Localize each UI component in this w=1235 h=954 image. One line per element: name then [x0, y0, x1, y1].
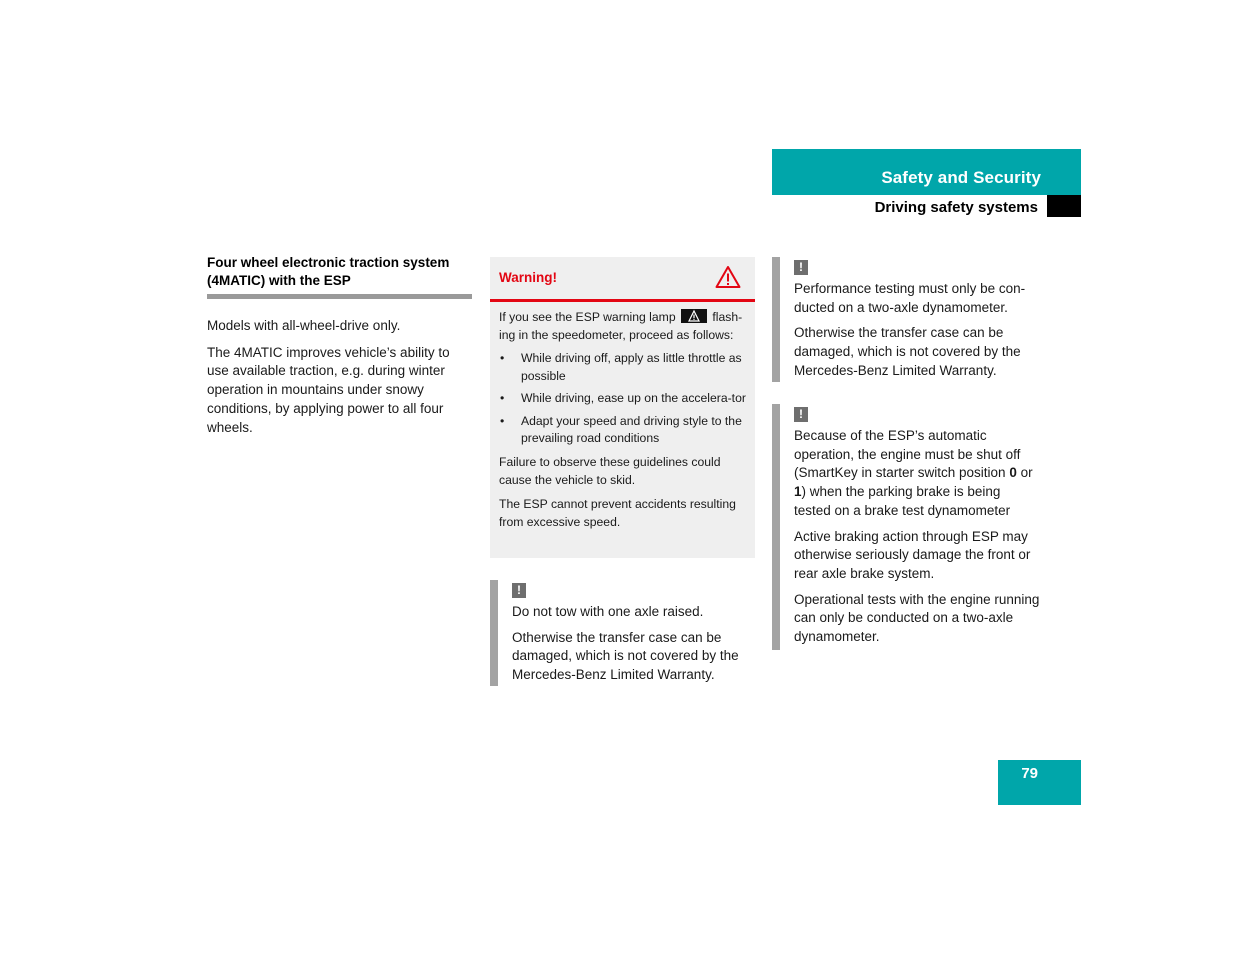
- list-item-text: While driving off, apply as little throttle as possible: [521, 351, 742, 383]
- warning-body: [490, 302, 755, 531]
- esp-warning-lamp-icon: [681, 309, 707, 323]
- note-text: or: [1016, 465, 1033, 481]
- exclamation-icon: !: [512, 583, 526, 598]
- section-subtitle: Driving safety systems: [874, 199, 1038, 216]
- list-item: [499, 350, 746, 385]
- switch-position-0: 0: [1009, 465, 1017, 481]
- exclamation-icon: !: [794, 260, 808, 275]
- chapter-header-band: [772, 149, 1081, 195]
- bullet-dot: •: [500, 391, 505, 405]
- switch-position-1: 1: [794, 484, 802, 500]
- caution-note: [772, 404, 1040, 650]
- note-paragraph: Otherwise the transfer case can be damaged, which is not covered by the Mercedes-Benz Limited Warranty.: [512, 629, 739, 683]
- page-number: 79: [1021, 765, 1038, 782]
- warning-bullet-list: [499, 350, 746, 448]
- note-paragraph: Active braking action through ESP may otherwise seriously damage the front or rear axle brake system.: [794, 528, 1031, 581]
- caution-note: [490, 580, 757, 686]
- body-paragraph: The 4MATIC improves vehicle’s ability to use available traction, e.g. during winter operation in mountains under snowy conditions, by applying power to all four wheels.: [207, 344, 450, 435]
- subtitle-marker-block: [1047, 195, 1081, 217]
- warning-intro-text-cont: flash-ing in the speedometer, proceed as follows:: [499, 310, 743, 342]
- note-text: Because of the ESP’s automatic operation, the engine must be shut off (SmartKey in starter switch position: [794, 428, 1021, 481]
- body-paragraph: Models with all-wheel-drive only.: [207, 318, 401, 333]
- bullet-dot: •: [500, 413, 505, 428]
- warning-paragraph: The ESP cannot prevent accidents resulting from excessive speed.: [499, 496, 736, 529]
- note-paragraph: Performance testing must only be con-ducted on a two-axle dynamometer.: [794, 281, 1026, 315]
- warning-header: [490, 257, 755, 302]
- bullet-dot: •: [500, 351, 505, 365]
- note-text: ) when the parking brake is being tested on a brake test dynamometer: [794, 484, 1011, 518]
- warning-triangle-icon: [715, 265, 741, 289]
- warning-paragraph: Failure to observe these guidelines could cause the vehicle to skid.: [499, 454, 721, 487]
- warning-intro-text: If you see the ESP warning lamp: [499, 310, 676, 324]
- list-item: [499, 390, 746, 408]
- warning-intro: [499, 308, 746, 344]
- note-paragraph: Operational tests with the engine running can only be conducted on a two-axle dynamometer.: [794, 591, 1040, 645]
- note-paragraph: Otherwise the transfer case can be damaged, which is not covered by the Mercedes-Benz Limited Warranty.: [794, 325, 1021, 378]
- section-heading: Four wheel electronic traction system (4MATIC) with the ESP: [207, 254, 472, 299]
- exclamation-icon: !: [794, 407, 808, 422]
- caution-note: [772, 257, 1040, 382]
- chapter-title: Safety and Security: [881, 168, 1041, 187]
- note-paragraph: Do not tow with one axle raised.: [512, 604, 704, 619]
- note-paragraph: [794, 427, 1040, 521]
- list-item-text: While driving, ease up on the accelera-tor: [521, 391, 746, 405]
- intro-column: [207, 254, 472, 445]
- list-item-text: Adapt your speed and driving style to the prevailing road conditions: [521, 413, 742, 445]
- page-number-box: [998, 760, 1081, 805]
- warning-box: [490, 257, 755, 558]
- warning-title: Warning!: [499, 270, 557, 285]
- list-item: [499, 413, 746, 448]
